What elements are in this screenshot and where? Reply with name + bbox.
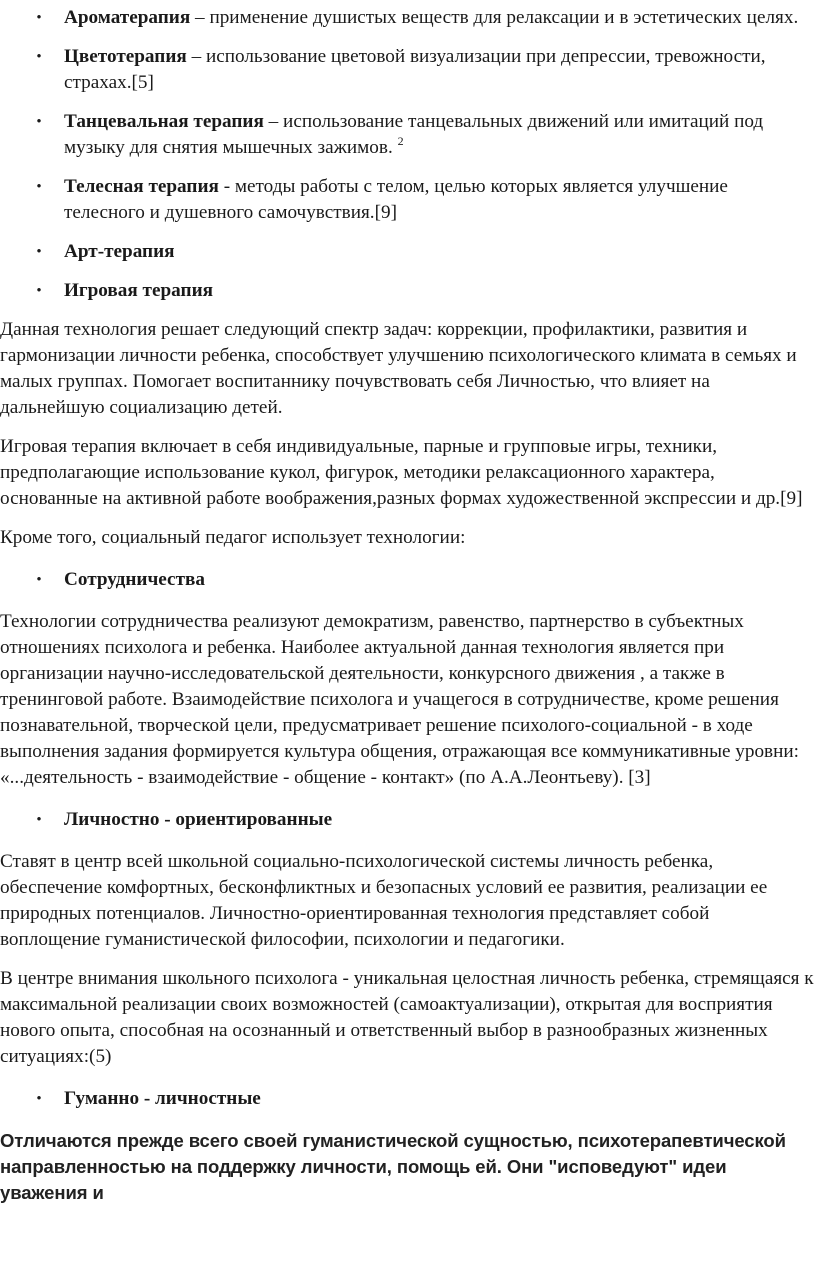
- list-item-text: – использование танцевальных движений или имитаций под музыку для снятия мышечных зажимов.: [64, 111, 764, 158]
- list-item: [0, 44, 816, 96]
- list-item-text: – применение душистых веществ для релаксации и в эстетических целях.: [190, 7, 799, 28]
- technology-list: [0, 1086, 816, 1112]
- list-item: [0, 174, 816, 226]
- bullet-icon: •: [36, 283, 42, 299]
- list-item-term: Арт-терапия: [64, 241, 175, 262]
- list-item: [0, 278, 816, 304]
- list-item-term: Ароматерапия: [64, 7, 191, 28]
- footnote-ref: 2: [397, 134, 404, 148]
- bullet-icon: •: [36, 812, 42, 828]
- list-item-term: Гуманно - личностные: [64, 1088, 261, 1109]
- list-item-term: Сотрудничества: [64, 569, 205, 590]
- list-item-term: Цветотерапия: [64, 46, 187, 67]
- list-item-text: - методы работы с телом, целью которых является улучшение телесного и душевного самочувствия.[9]: [64, 176, 728, 223]
- bullet-icon: •: [36, 49, 42, 65]
- technology-list: [0, 567, 816, 593]
- list-item-term: Танцевальная терапия: [64, 111, 264, 132]
- list-item: [0, 567, 816, 593]
- list-item-term: Личностно - ориентированные: [64, 809, 333, 830]
- paragraph: Кроме того, социальный педагог использует технологии:: [0, 527, 466, 548]
- list-item-text: – использование цветовой визуализации при депрессии, тревожности, страхах.[5]: [64, 46, 766, 93]
- list-item: [0, 1086, 816, 1112]
- list-item: [0, 807, 816, 833]
- list-item: [0, 109, 816, 161]
- list-item: [0, 239, 816, 265]
- bullet-icon: •: [36, 572, 42, 588]
- list-item-term: Игровая терапия: [64, 280, 214, 301]
- bullet-icon: •: [36, 244, 42, 260]
- bullet-icon: •: [36, 179, 42, 195]
- paragraph: В центре внимания школьного психолога - уникальная целостная личность ребенка, стремящаяся к максимальной реализации своих возможностей (самоактуализации), открытая для восприятия нового опыта, способная на осознанный и ответственный выбор в разнообразных жизненных ситуациях:(5): [0, 968, 814, 1067]
- bullet-icon: •: [36, 10, 42, 26]
- list-item: [0, 5, 816, 31]
- paragraph: Данная технология решает следующий спектр задач: коррекции, профилактики, развития и гармонизации личности ребенка, способствует улучшению психологического климата в семьях и малых группах. Помогает воспитаннику почувствовать себя Личностью, что влияет на дальнейшую социализацию детей.: [0, 319, 797, 418]
- paragraph: Игровая терапия включает в себя индивидуальные, парные и групповые игры, техники, предполагающие использование кукол, фигурок, методики релаксационного характера, основанные на активной работе воображения,разных формах художественной экспрессии и др.[9]: [0, 436, 803, 509]
- therapy-list: [0, 5, 816, 304]
- list-item-term: Телесная терапия: [64, 176, 219, 197]
- bullet-icon: •: [36, 114, 42, 130]
- technology-list: [0, 807, 816, 833]
- paragraph: Ставят в центр всей школьной социально-психологической системы личность ребенка, обеспечение комфортных, бесконфликтных и безопасных условий ее развития, реализации ее природных потенциалов. Личностно-ориентированная технология представляет собой воплощение гуманистической философии, психологии и педагогики.: [0, 851, 768, 950]
- bullet-icon: •: [36, 1091, 42, 1107]
- paragraph: Технологии сотрудничества реализуют демократизм, равенство, партнерство в субъектных отношениях психолога и ребенка. Наиболее актуальной данная технология является при организации научно-исследовательской деятельности, конкурсного движения , а также в тренинговой работе. Взаимодействие психолога и учащегося в сотрудничестве, кроме решения познавательной, творческой цели, предусматривает решение психолого-социальной - в ходе выполнения задания формируется культура общения, отражающая все коммуникативные уровни: «...деятельность - взаимодействие - общение - контакт» (по А.А.Леонтьеву). [3]: [0, 611, 799, 788]
- paragraph: Отличаются прежде всего своей гуманистической сущностью, психотерапевтической направленностью на поддержку личности, помощь ей. Они "исповедуют" идеи уважения и: [0, 1130, 786, 1203]
